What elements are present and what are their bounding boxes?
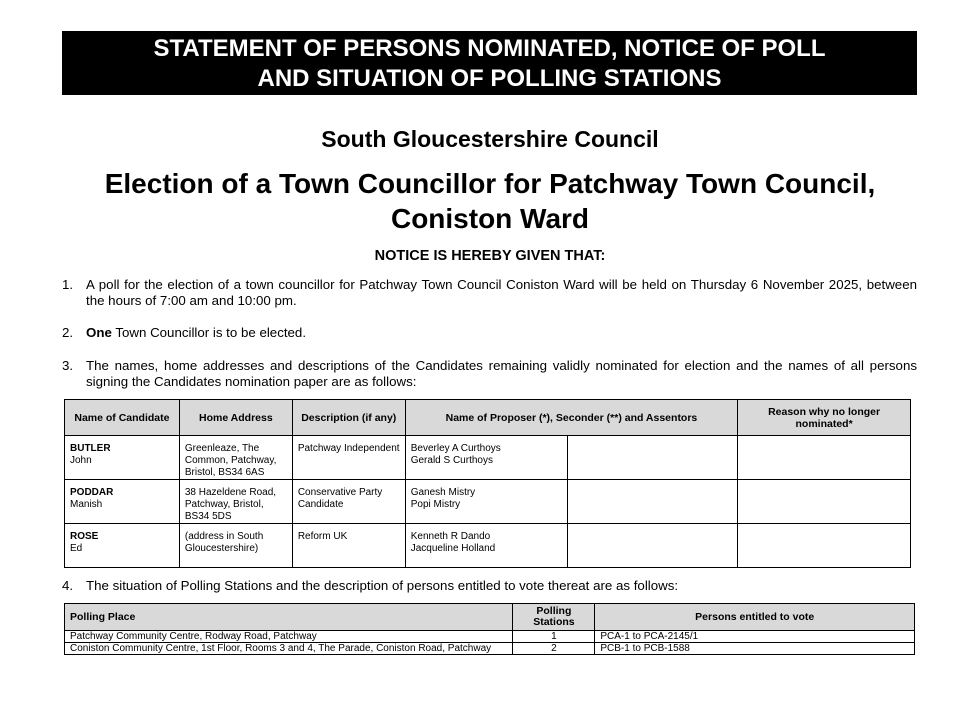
seconder-name: Jacqueline Holland <box>410 543 496 554</box>
assentors-cell <box>567 480 738 524</box>
polling-header-row <box>65 604 915 631</box>
candidate-surname: PODDAR <box>70 487 114 498</box>
banner-line-2: AND SITUATION OF POLLING STATIONS <box>257 65 722 92</box>
paragraph-3-number: 3. <box>62 358 74 373</box>
candidates-table <box>64 399 911 568</box>
election-title <box>40 166 940 236</box>
polling-station-number: 2 <box>513 643 595 655</box>
polling-station-number: 1 <box>513 631 595 643</box>
candidate-forename: Manish <box>70 499 103 510</box>
seconder-name: Gerald S Curthoys <box>410 455 493 466</box>
persons-entitled: PCA-1 to PCA-2145/1 <box>595 631 915 643</box>
paragraph-4 <box>62 578 917 594</box>
polling-place: Coniston Community Centre, 1st Floor, Rooms 3 and 4, The Parade, Coniston Road, Patchway <box>65 643 513 655</box>
election-title-line-2: Coniston Ward <box>390 203 590 234</box>
paragraph-2-number: 2. <box>62 325 74 340</box>
header-description: Description (if any) <box>292 400 405 436</box>
notice-heading: NOTICE IS HEREBY GIVEN THAT: <box>374 248 606 264</box>
paragraph-4-number: 4. <box>62 578 74 593</box>
table-row <box>65 480 911 524</box>
signatories-cell <box>405 524 567 568</box>
proposer-name: Beverley A Curthoys <box>410 443 501 454</box>
paragraph-1-text: A poll for the election of a town councillor for Patchway Town Council Coniston Ward will be held on Thursday 6 November 2025, between the hours of 7:00 am and 10:00 pm. <box>86 277 917 308</box>
table-row <box>65 436 911 480</box>
polling-place: Patchway Community Centre, Rodway Road, Patchway <box>65 631 513 643</box>
paragraph-1 <box>62 277 917 309</box>
seconder-name: Popi Mistry <box>410 499 461 510</box>
candidate-forename: John <box>70 455 92 466</box>
paragraph-3-text: The names, home addresses and descriptions of the Candidates remaining validly nominated for election and the names of all persons signing the Candidates nomination paper are as follows: <box>86 358 917 389</box>
paragraph-2 <box>62 325 917 341</box>
assentors-cell <box>567 436 738 480</box>
signatories-cell <box>405 436 567 480</box>
election-title-line-1: Election of a Town Councillor for Patchway Town Council, <box>104 168 876 199</box>
table-row <box>65 524 911 568</box>
header-home-address: Home Address <box>179 400 292 436</box>
proposer-name: Ganesh Mistry <box>410 487 476 498</box>
proposer-name: Kenneth R Dando <box>410 531 491 542</box>
reason-cell <box>738 524 911 568</box>
paragraph-4-text: The situation of Polling Stations and the description of persons entitled to vote thereat are as follows: <box>86 578 679 593</box>
candidate-description: Patchway Independent <box>292 436 405 480</box>
council-name: South Gloucestershire Council <box>321 126 659 152</box>
table-row <box>65 631 915 643</box>
assentors-cell <box>567 524 738 568</box>
candidate-surname: BUTLER <box>70 443 111 454</box>
header-persons-entitled: Persons entitled to vote <box>595 604 915 631</box>
candidate-surname: ROSE <box>70 531 99 542</box>
persons-entitled: PCB-1 to PCB-1588 <box>595 643 915 655</box>
reason-cell <box>738 480 911 524</box>
candidate-name-cell <box>65 436 180 480</box>
candidate-description: Reform UK <box>292 524 405 568</box>
candidate-address: 38 Hazeldene Road, Patchway, Bristol, BS34 5DS <box>179 480 292 524</box>
polling-stations-table <box>64 603 915 655</box>
candidate-name-cell <box>65 524 180 568</box>
candidate-description: Conservative Party Candidate <box>292 480 405 524</box>
paragraph-1-number: 1. <box>62 277 74 292</box>
document-banner <box>62 31 917 95</box>
candidate-address: (address in South Gloucestershire) <box>179 524 292 568</box>
header-candidate-name: Name of Candidate <box>65 400 180 436</box>
header-polling-stations: Polling Stations <box>513 604 595 631</box>
table-row <box>65 643 915 655</box>
reason-cell <box>738 436 911 480</box>
candidate-forename: Ed <box>70 543 83 554</box>
header-reason: Reason why no longer nominated* <box>738 400 911 436</box>
header-polling-place: Polling Place <box>65 604 513 631</box>
signatories-cell <box>405 480 567 524</box>
candidate-name-cell <box>65 480 180 524</box>
candidate-address: Greenleaze, The Common, Patchway, Bristol, BS34 6AS <box>179 436 292 480</box>
paragraph-2-text <box>86 325 917 341</box>
banner-line-1: STATEMENT OF PERSONS NOMINATED, NOTICE OF POLL <box>153 35 826 62</box>
paragraph-2-rest: Town Councillor is to be elected. <box>111 325 307 340</box>
header-proposer: Name of Proposer (*), Seconder (**) and Assentors <box>405 400 737 436</box>
paragraph-2-bold: One <box>86 325 112 340</box>
candidates-header-row <box>65 400 911 436</box>
paragraph-3 <box>62 358 917 390</box>
